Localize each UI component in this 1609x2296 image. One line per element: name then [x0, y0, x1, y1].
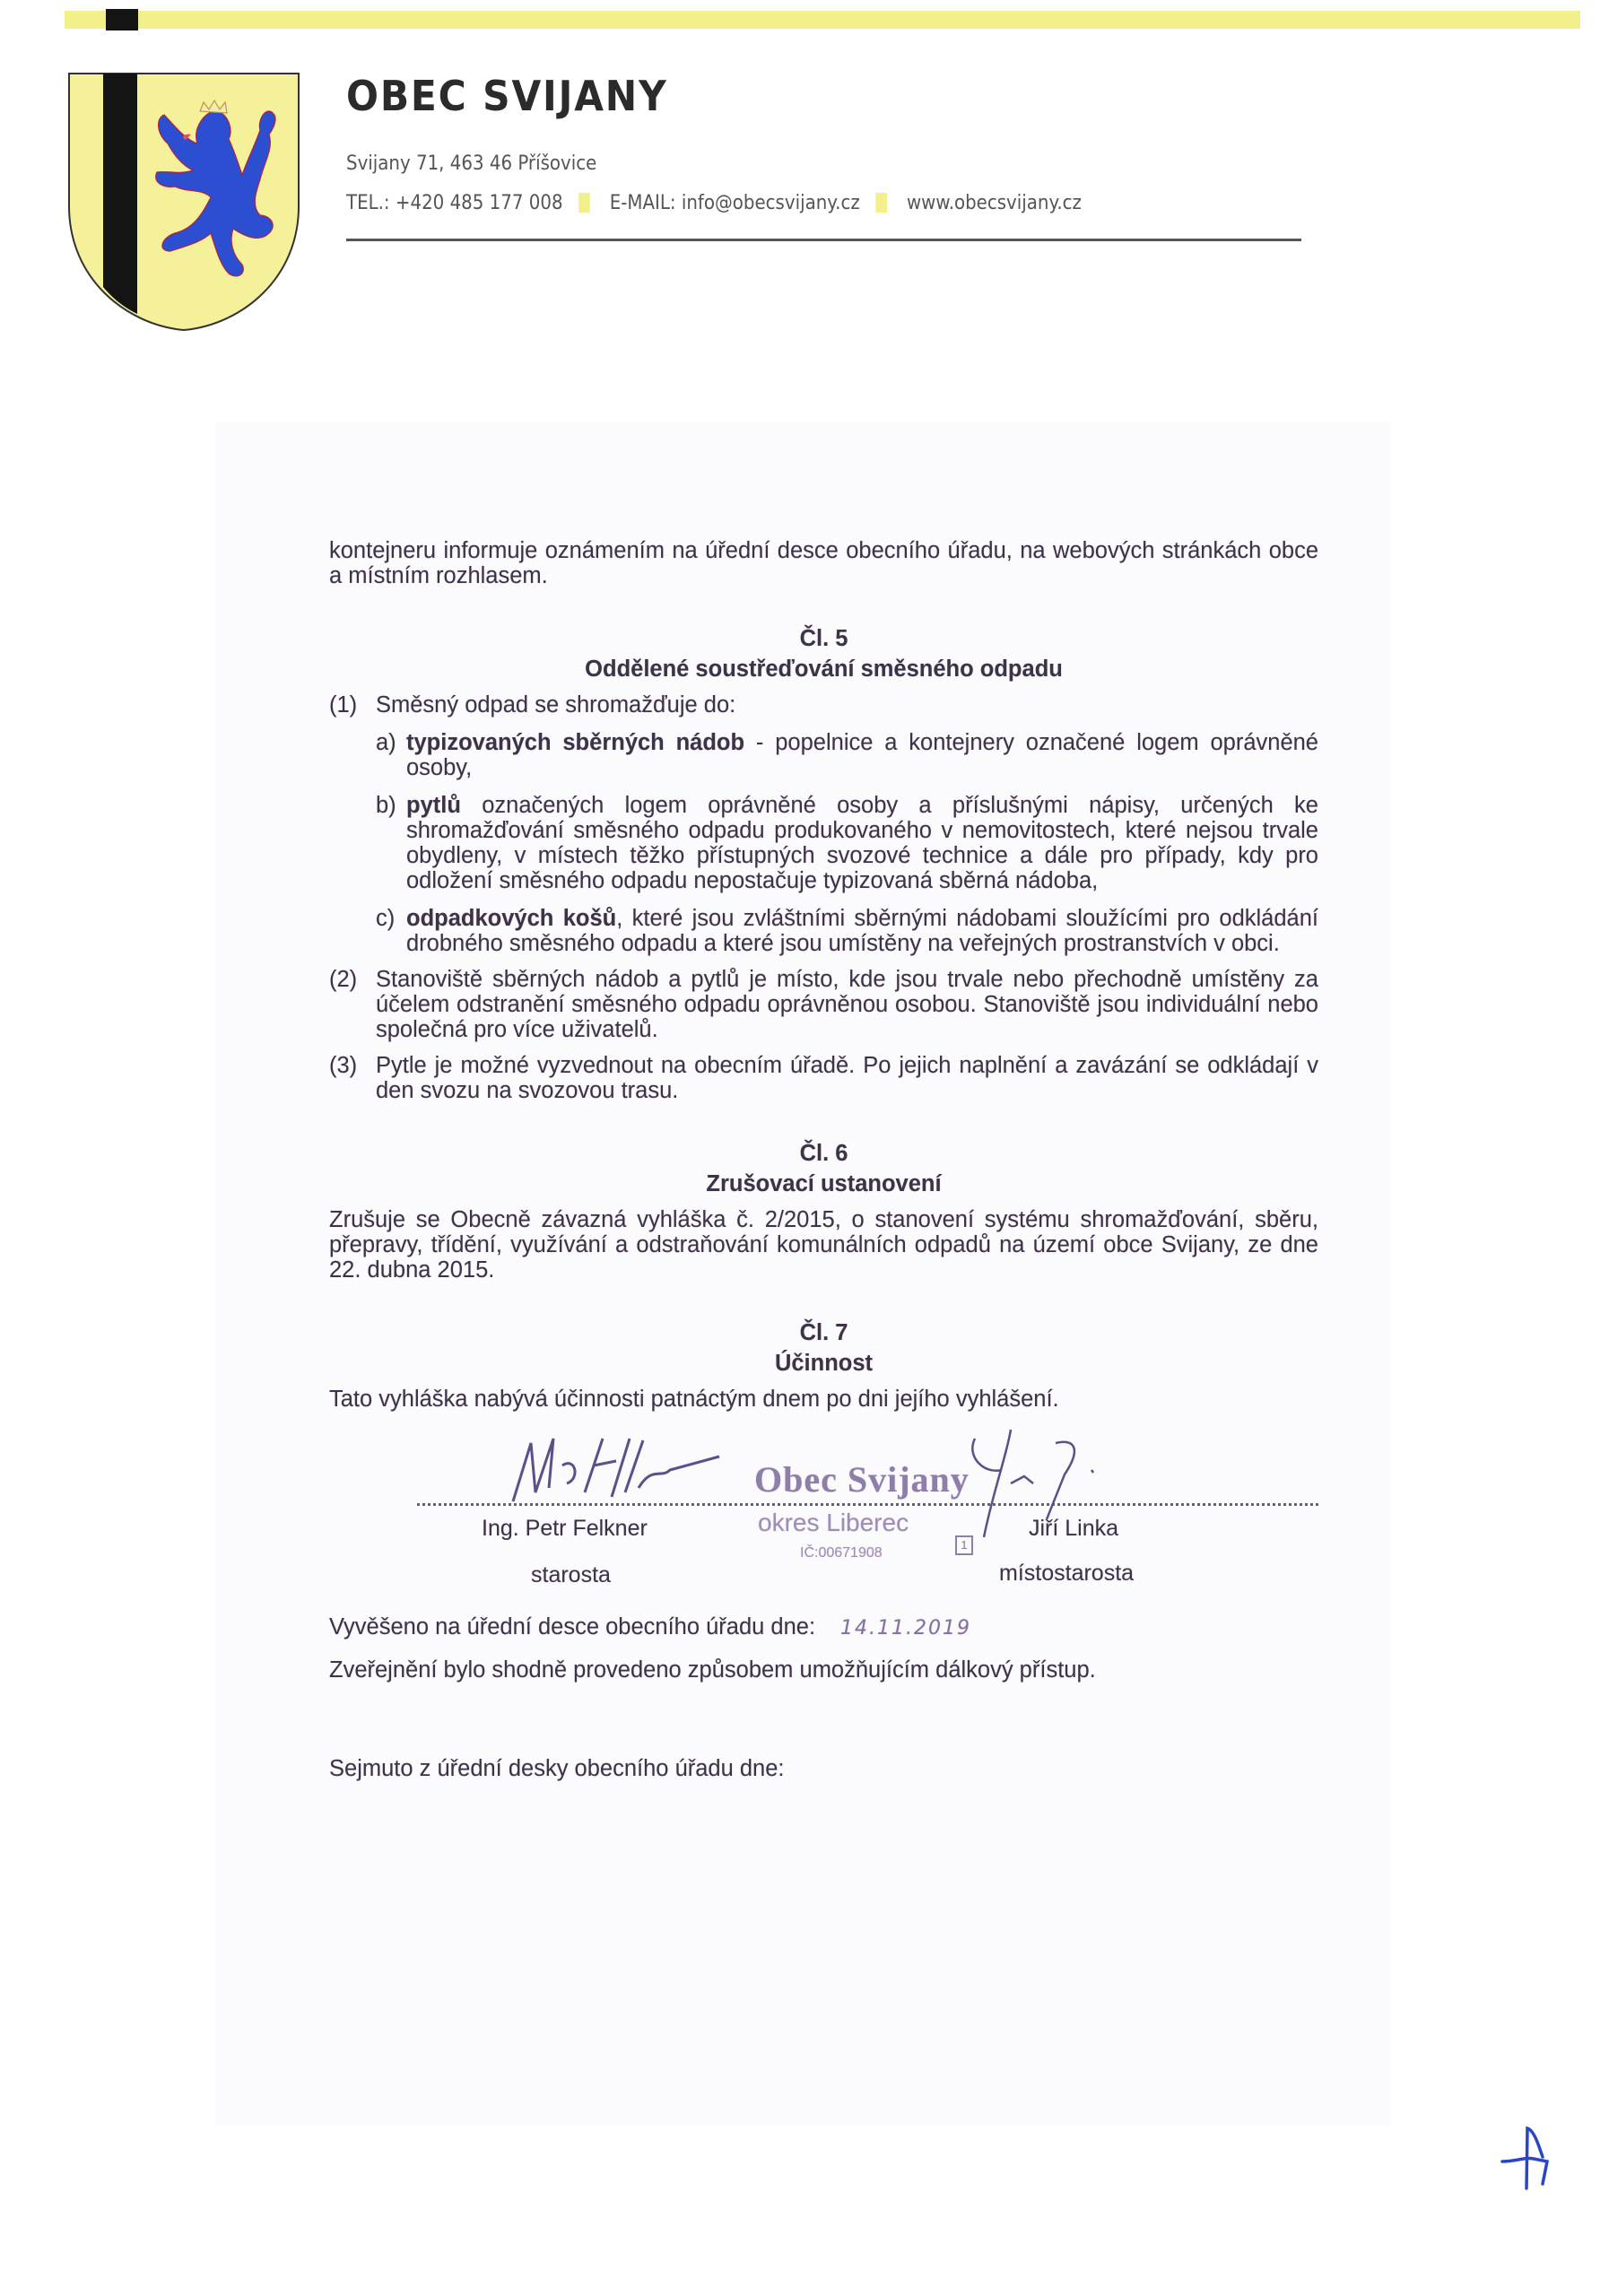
paragraph-text: Pytle je možné vyzvednout na obecním úřadě. Po jejich naplnění a zavázání se odkládají v den svozu na svozovou trasu. [376, 1053, 1318, 1103]
publication-note: Zveřejnění bylo shodně provedeno způsobem umožňujícím dálkový přístup. [329, 1657, 1096, 1683]
paragraph-number: (3) [329, 1053, 358, 1078]
email-address[interactable]: E-MAIL: info@obecsvijany.cz [609, 192, 860, 214]
mayor-role: starosta [531, 1562, 611, 1587]
posted-date: 14.11.2019 [840, 1617, 972, 1639]
deputy-mayor-role: místostarosta [999, 1561, 1135, 1586]
list-item-a [376, 730, 1318, 780]
separator-square-icon [876, 193, 888, 213]
posted-label: Vyvěšeno na úřední desce obecního úřadu dne: [329, 1614, 816, 1639]
stamp-number-box: 1 [955, 1535, 973, 1555]
article-5-paragraph-3 [329, 1053, 1318, 1103]
letterhead-top-mark [106, 9, 138, 30]
list-letter: b) [376, 793, 396, 818]
list-letter: c) [376, 906, 396, 931]
list-item-b [376, 793, 1318, 893]
article-5-paragraph-2 [329, 967, 1318, 1042]
signature-block [329, 1430, 1318, 1600]
stamp-title: Obec Svijany [751, 1467, 973, 1492]
article-7-text: Tato vyhláška nabývá účinnosti patnáctým dnem po dni jejího vyhlášení. [329, 1387, 1059, 1412]
municipality-address: Svijany 71, 463 46 Příšovice [346, 152, 597, 175]
separator-square-icon [579, 193, 591, 213]
mayor-name: Ing. Petr Felkner [482, 1516, 648, 1541]
stamp-district: okres Liberec [758, 1509, 909, 1536]
intro-paragraph: kontejneru informuje oznámením na úřední desce obecního úřadu, na webových stránkách obce a místním rozhlasem. [329, 538, 1318, 588]
contact-line [346, 192, 1082, 214]
phone-number: TEL.: +420 485 177 008 [346, 192, 563, 214]
list-item-text: , které jsou zvláštními sběrnými nádobami sloužícími pro odkládání drobného směsného odpadu a které jsou umístěny na veřejných prostranstvích v obci. [406, 906, 1318, 956]
stamp-ic: IČ:00671908 [800, 1545, 883, 1561]
letterhead-top-bar [65, 11, 1580, 29]
article-6-text: Zrušuje se Obecně závazná vyhláška č. 2/2015, o stanovení systému shromažďování, sběru, přepravy, třídění, využívání a odstraňování komunálních odpadů na území obce Svijany, ze dne 22. dubna 2015. [329, 1207, 1318, 1283]
deputy-mayor-name: Jiří Linka [1029, 1516, 1119, 1541]
article-5-title: Oddělené soustřeďování směsného odpadu [585, 657, 1063, 682]
list-item-text: označených logem oprávněné osoby a příslušnými nápisy, určených ke shromažďování směsného odpadu produkovaného v nemovitostech, které nejsou trvale obydleny, v místech těžko přístupných svozové technice a dále pro případy, kdy pro odložení směsného odpadu nepostačuje typizovaná sběrná nádoba, [406, 793, 1318, 893]
list-item-term: pytlů [406, 793, 461, 818]
list-letter: a) [376, 730, 396, 755]
document-body [329, 538, 1318, 1781]
article-7-title: Účinnost [774, 1351, 874, 1376]
list-item-term: typizovaných sběrných nádob [406, 730, 745, 755]
article-7-number: Čl. 7 [799, 1320, 848, 1345]
paragraph-number: (2) [329, 967, 358, 992]
article-6-number: Čl. 6 [799, 1141, 848, 1166]
list-item-text: - popelnice a kontejnery označené logem oprávněné osoby, [406, 730, 1318, 780]
paragraph-text: Stanoviště sběrných nádob a pytlů je místo, kde jsou trvale nebo přechodně umístěny za účelem odstranění směsného odpadu oprávněnou osobou. Stanoviště jsou individuální nebo společná pro více uživatelů. [376, 967, 1318, 1042]
coat-of-arms-icon [67, 72, 302, 332]
article-6-title: Zrušovací ustanovení [706, 1171, 942, 1196]
article-5-paragraph-1 [329, 692, 1318, 718]
municipality-title: OBEC SVIJANY [346, 72, 668, 120]
article-5-number: Čl. 5 [799, 626, 848, 651]
removed-label: Sejmuto z úřední desky obecního úřadu dne: [329, 1756, 785, 1781]
website-link[interactable]: www.obecsvijany.cz [906, 192, 1082, 214]
signature-mayor-icon [495, 1430, 728, 1510]
handwritten-initials-icon [1493, 2121, 1565, 2193]
posted-row [329, 1614, 1318, 1641]
list-item-c [376, 906, 1318, 956]
paragraph-text: Směsný odpad se shromažďuje do: [376, 692, 736, 718]
letterhead-divider [346, 239, 1301, 241]
paragraph-number: (1) [329, 692, 358, 718]
list-item-term: odpadkových košů [406, 906, 617, 931]
